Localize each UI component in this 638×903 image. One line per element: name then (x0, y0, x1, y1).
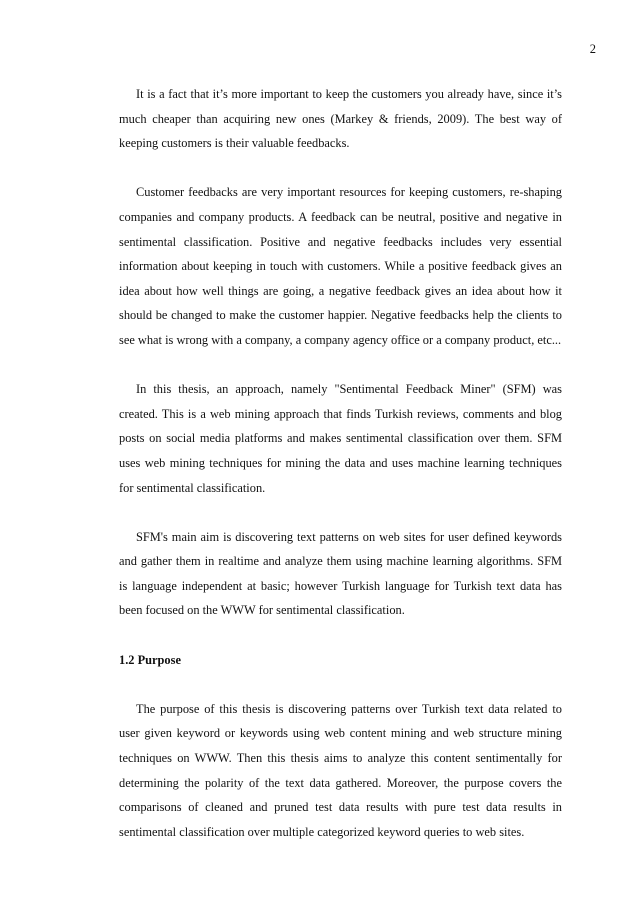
page-number: 2 (589, 42, 596, 56)
body-text (119, 82, 562, 844)
paragraph-purpose: The purpose of this thesis is discovering patterns over Turkish text data related to user given keyword or keywords using web content mining and web structure mining techniques on WWW. Then this thesis aims to analyze this content sentimentally for determining the polarity of the text data gathered. Moreover, the purpose covers the comparisons of cleaned and pruned test data results with pure test data results in sentimental classification over multiple categorized keyword queries to web sites. (119, 701, 562, 839)
section-heading-purpose: 1.2 Purpose (119, 652, 181, 667)
paragraph-customer-retention: It is a fact that it’s more important to keep the customers you already have, since it’s much cheaper than acquiring new ones (Markey & friends, 2009). The best way of keeping customers is their valuable feedbacks. (119, 87, 562, 151)
paragraph-sfm-aim: SFM's main aim is discovering text patterns on web sites for user defined keywords and gather them in realtime and analyze them using machine learning algorithms. SFM is language independent at basic; however Turkish language for Turkish text data has been focused on the WWW for sentimental classification. (119, 529, 562, 618)
paragraph-sfm-introduction: In this thesis, an approach, namely "Sentimental Feedback Miner" (SFM) was created. This is a web mining approach that finds Turkish reviews, comments and blog posts on social media platforms and makes sentimental classification over them. SFM uses web mining techniques for mining the data and uses machine learning techniques for sentimental classification. (119, 382, 562, 495)
paragraph-customer-feedbacks: Customer feedbacks are very important resources for keeping customers, re-shaping companies and company products. A feedback can be neutral, positive and negative in sentimental classification. Positive and negative feedbacks includes very essential information about keeping in touch with customers. While a positive feedback gives an idea about how well things are going, a negative feedback gives an idea about how it should be changed to make the customer happier. Negative feedbacks help the clients to see what is wrong with a company, a company agency office or a company product, etc... (119, 185, 562, 347)
